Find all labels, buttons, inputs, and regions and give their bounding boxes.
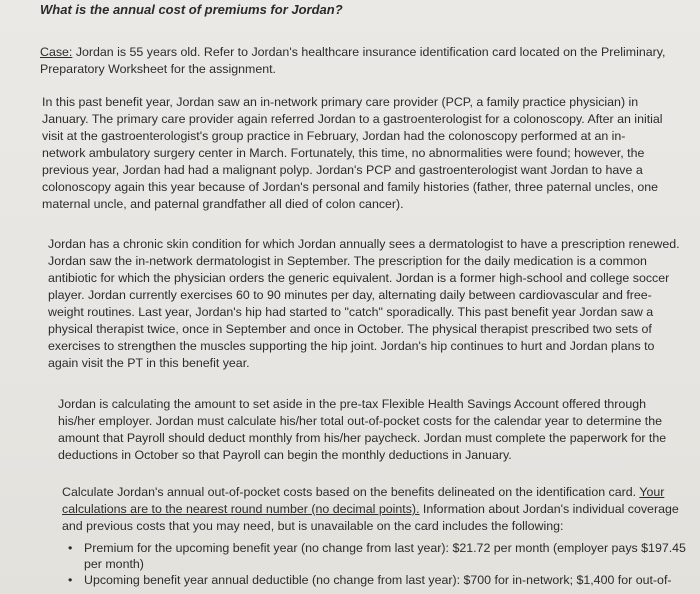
paragraph-line (62, 501, 679, 518)
paragraph-line: deductions in October so that Payroll can begin the monthly deductions in January. (58, 448, 512, 462)
paragraph-line: and previous costs that you may need, but is unavailable on the card includes the following: (62, 519, 564, 533)
paragraph-line: January. The primary care provider again referred Jordan to a gastroenterologist for a colonoscopy. After an initial (42, 112, 663, 126)
bullet-line: Upcoming benefit year annual deductible (no change from last year): $700 for in-network; $1,400 for out-of- (84, 573, 672, 587)
paragraph-line: amount that Payroll should deduct monthly from his/her paycheck. Jordan must complete the paperwork for the (58, 431, 667, 445)
paragraph-line: maternal uncle, and paternal grandfather all died of colon cancer). (42, 197, 404, 211)
paragraph-2 (48, 236, 680, 372)
paragraph-1 (42, 94, 663, 213)
bullet-item-deductible (66, 572, 686, 588)
bullet-item-premium (66, 540, 686, 572)
paragraph-4-underlined-rule: calculations are to the nearest round number (no decimal points). (62, 502, 420, 516)
bullet-line: per month) (84, 557, 144, 571)
paragraph-line: network ambulatory surgery center in March. Fortunately, this time, no abnormalities were found; however, the (42, 146, 645, 160)
case-line-1-text: Jordan is 55 years old. Refer to Jordan's healthcare insurance identification card located on the Preliminary, (72, 45, 666, 59)
info-bullet-list (66, 540, 686, 588)
paragraph-line: player. Jordan currently exercises 60 to 90 minutes per day, alternating daily between cardiovascular and free- (48, 288, 652, 302)
paragraph-line: Jordan is calculating the amount to set aside in the pre-tax Flexible Health Savings Account offered through (58, 397, 646, 411)
paragraph-line: again visit the PT in this benefit year. (48, 356, 250, 370)
paragraph-line: physical therapist twice, once in September and once in October. The physical therapist prescribed two sets of (48, 322, 652, 336)
paragraph-line: exercises to strengthen the muscles supporting the hip joint. Jordan's hip continues to hurt and Jordan plans to (48, 339, 655, 353)
case-line-2: Preparatory Worksheet for the assignment. (40, 62, 276, 76)
paragraph-line: Jordan has a chronic skin condition for which Jordan annually sees a dermatologist to have a prescription renewed. (48, 237, 680, 251)
paragraph-4-line-2-text: Information about Jordan's individual coverage (419, 502, 679, 516)
paragraph-3 (58, 396, 666, 464)
case-line-1 (40, 44, 665, 61)
paragraph-line: previous year, Jordan had had a malignant polyp. Jordan's PCP and gastroenterologist want Jordan to have a (42, 163, 643, 177)
case-paragraph (40, 44, 665, 78)
paragraph-4-underlined-start: Your (639, 485, 665, 499)
paragraph-line: weight routines. Last year, Jordan's hip had started to "catch" sporadically. This past benefit year Jordan saw a (48, 305, 654, 319)
paragraph-4-line-1-text: Calculate Jordan's annual out-of-pocket costs based on the benefits delineated on the identification card. (62, 485, 640, 499)
paragraph-line: visit at the gastroenterologist's group practice in February, Jordan had the colonoscopy performed at an in- (42, 129, 626, 143)
paragraph-line: In this past benefit year, Jordan saw an in-network primary care provider (PCP, a family practice physician) in (42, 95, 639, 109)
paragraph-line (62, 484, 679, 501)
bullet-icon: • (68, 541, 73, 555)
paragraph-line: colonoscopy again this year because of Jordan's personal and family histories (father, three paternal uncles, one (42, 180, 659, 194)
bullet-line: Premium for the upcoming benefit year (no change from last year): $21.72 per month (employer pays $197.45 (84, 541, 686, 555)
question-heading: What is the annual cost of premiums for Jordan? (40, 2, 343, 17)
paragraph-line: his/her employer. Jordan must calculate his/her total out-of-pocket costs for the calendar year to determine the (58, 414, 663, 428)
bullet-icon: • (68, 573, 73, 587)
paragraph-4 (62, 484, 679, 535)
paragraph-line: Jordan saw the in-network dermatologist in September. The prescription for the daily medication is a common (48, 254, 647, 268)
case-label: Case: (40, 45, 73, 59)
paragraph-line: antibiotic for which the physician orders the generic equivalent. Jordan is a former high-school and college soccer (48, 271, 670, 285)
